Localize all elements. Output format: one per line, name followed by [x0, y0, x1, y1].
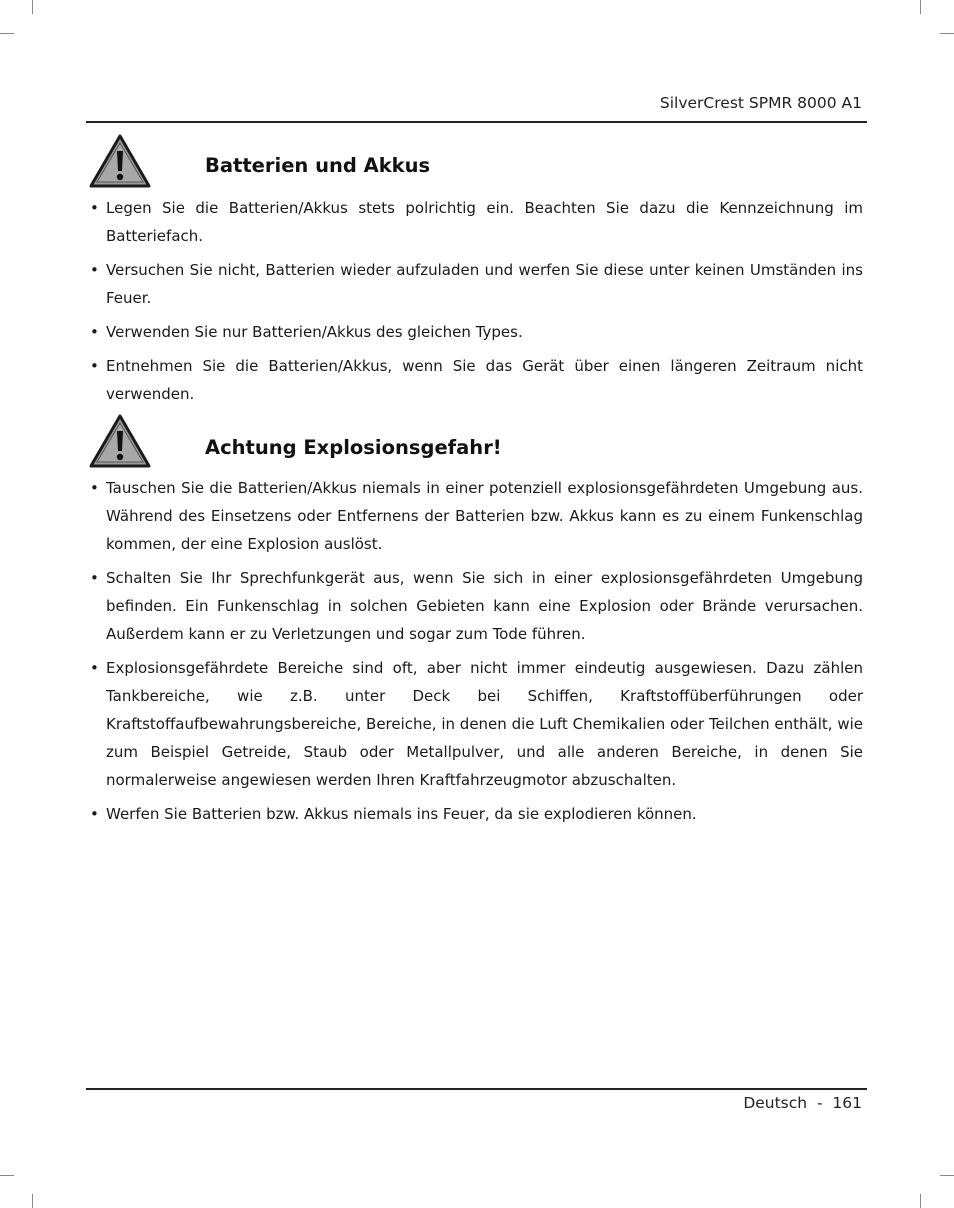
- crop-mark: [32, 0, 33, 14]
- section-title-batteries: Batterien und Akkus: [205, 154, 431, 177]
- list-item: • Tauschen Sie die Batterien/Akkus niemals in einer potenziell explosionsgefährdeten Umgebung aus. Während des Einsetzens oder Entfernens der Batterien bzw. Akkus kann es zu einem Funkenschlag kommen, der eine Explosion auslöst.: [90, 474, 863, 558]
- list-item: • Verwenden Sie nur Batterien/Akkus des gleichen Types.: [90, 318, 863, 346]
- page-footer: Deutsch - 161: [743, 1094, 862, 1112]
- crop-mark: [940, 1175, 954, 1176]
- footer-rule: [86, 1088, 867, 1090]
- list-item: • Entnehmen Sie die Batterien/Akkus, wenn Sie das Gerät über einen längeren Zeitraum nicht verwenden.: [90, 352, 863, 408]
- list-item: • Schalten Sie Ihr Sprechfunkgerät aus, wenn Sie sich in einer explosionsgefährdeten Umgebung befinden. Ein Funkenschlag in solchen Gebieten kann eine Explosion oder Brände verursachen. Außerdem kann er zu Verletzungen und sogar zum Tode führen.: [90, 564, 863, 648]
- warning-triangle-icon: [89, 134, 151, 188]
- crop-mark: [0, 1175, 14, 1176]
- list-item: • Explosionsgefährdete Bereiche sind oft, aber nicht immer eindeutig ausgewiesen. Dazu zählen Tankbereiche, wie z.B. unter Deck bei Schiffen, Kraftstoffüberführungen oder Kraftstoffaufbewahrungsbereiche, Bereiche, in denen die Luft Chemikalien oder Teilchen enthält, wie zum Beispiel Getreide, Staub oder Metallpulver, und alle anderen Bereiche, in denen Sie normalerweise angewiesen werden Ihren Kraftfahrzeugmotor abzuschalten.: [90, 654, 863, 794]
- header-rule: [86, 121, 867, 123]
- crop-mark: [940, 33, 954, 34]
- batteries-list: [90, 194, 863, 414]
- list-item: • Legen Sie die Batterien/Akkus stets polrichtig ein. Beachten Sie dazu die Kennzeichnung im Batteriefach.: [90, 194, 863, 250]
- crop-mark: [0, 33, 14, 34]
- warning-triangle-icon: [89, 414, 151, 468]
- crop-mark: [920, 0, 921, 14]
- explosion-list: [90, 474, 863, 834]
- list-item: • Werfen Sie Batterien bzw. Akkus niemals ins Feuer, da sie explodieren können.: [90, 800, 863, 828]
- crop-mark: [920, 1194, 921, 1208]
- list-item: • Versuchen Sie nicht, Batterien wieder aufzuladen und werfen Sie diese unter keinen Umständen ins Feuer.: [90, 256, 863, 312]
- section-title-explosion: Achtung Explosionsgefahr!: [205, 436, 502, 459]
- crop-mark: [32, 1194, 33, 1208]
- header-title: SilverCrest SPMR 8000 A1: [659, 94, 862, 112]
